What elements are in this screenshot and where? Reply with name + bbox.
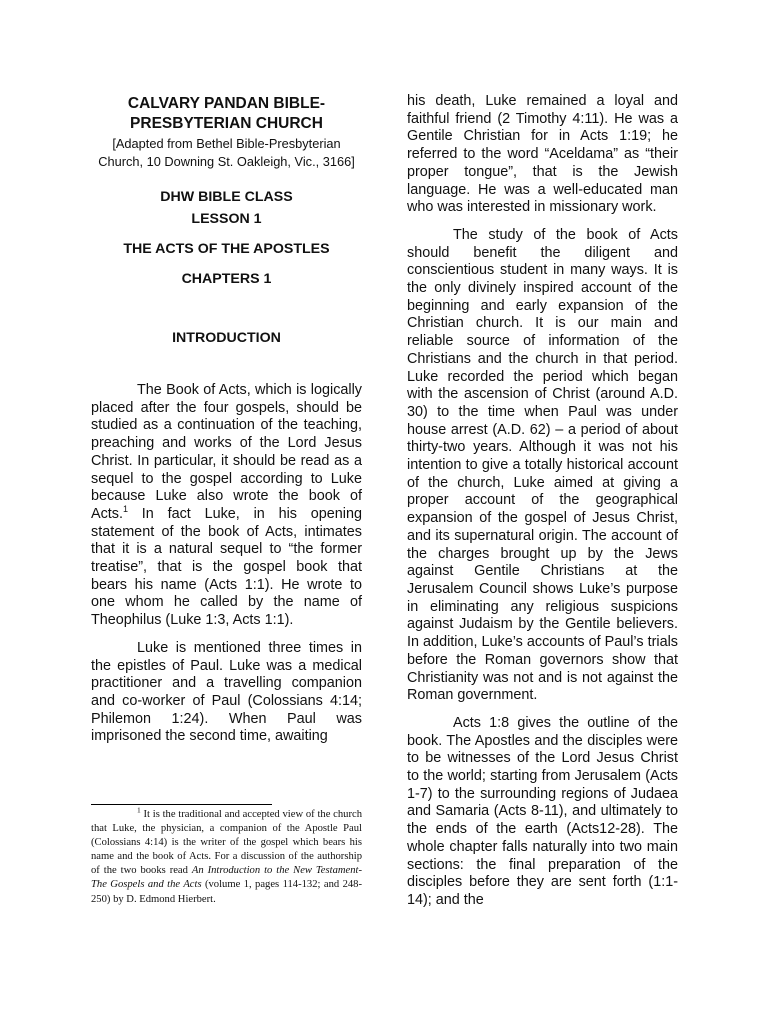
footnote-reference: 1 — [123, 504, 129, 515]
right-paragraph-1: his death, Luke remained a loyal and faithful friend (2 Timothy 4:11). He was a Gentile Christian for in Acts 1:19; he referred to the word “Aceldama” as “their proper tongue”, that is the Jewish language. He was a well-educated man who was interested in missionary work. — [407, 93, 678, 216]
section-heading: INTRODUCTION — [172, 330, 281, 346]
church-name-line2: PRESBYTERIAN CHURCH — [130, 115, 323, 132]
church-name-line1: CALVARY PANDAN BIBLE- — [127, 95, 326, 112]
chapters-label: CHAPTERS 1 — [181, 271, 272, 287]
right-paragraph-2: The study of the book of Acts should benefit the diligent and conscientious student in many ways. It is the only divinely inspired account of the beginning and early expansion of the Christian church. It is our main and reliable source of information of the Christians and the church in that period. Luke recorded the period which began with the ascension of Christ (around A.D. 30) to the time when Paul was under house arrest (A.D. 62) – a period of about thirty-two years. Although it was not his intention to give a totally historical account of the church, Luke aimed at giving a proper account of the geographical expansion of the gospel of Jesus Christ, and its supernatural origin. The account of the charges brought up by the Jews against Gentile Christians at the Jerusalem Council shows Luke’s purpose in eliminating any religious suspicions against Judaism by the Gentile believers. In addition, Luke’s accounts of Paul’s trials before the Roman governors show that Christianity was not and is not against the Roman government. — [407, 226, 678, 704]
footnote-divider — [91, 804, 272, 805]
footnote — [91, 805, 362, 907]
right-paragraph-3: Acts 1:8 gives the outline of the book. The Apostles and the disciples were to be witnesses of the Lord Jesus Christ to the world; starting from Jerusalem (Acts 1-7) to the surrounding regions of Judaea and Samaria (Acts 8-11), and ultimately to the ends of the earth (Acts12-28). The whole chapter falls naturally into two main sections: the final preparation of the disciples before they are sent forth (1:1-14); and the — [407, 714, 678, 908]
right-column — [407, 93, 678, 910]
church-name — [91, 94, 362, 134]
class-name: DHW BIBLE CLASS — [160, 189, 293, 205]
lesson-label: LESSON 1 — [191, 211, 262, 227]
left-column — [91, 94, 362, 746]
footnote-number: 1 — [137, 805, 141, 815]
footnote-book-title: An Introduction to the New Testament-The Gospels and the Acts — [91, 865, 362, 891]
adapted-note — [91, 135, 362, 171]
footnote-text: It is the traditional and accepted view of the church that Luke, the physician, a companion of the Apostle Paul (Colossians 4:14) is the writer of the gospel which bears his name and the book of Acts. For a discussion of the authorship of the two books read — [91, 809, 362, 877]
left-paragraph-1-text: The Book of Acts, which is logically placed after the four gospels, should be studied as a continuation of the teaching, preaching and works of the Lord Jesus Christ. In particular, it should be read as a sequel to the gospel according to Luke because Luke also wrote the book of Acts. — [91, 382, 362, 522]
left-paragraph-1-continued: In fact Luke, in his opening statement of the book of Acts, intimates that it is a natural sequel to “the former treatise”, that is the gospel book that bears his name (Acts 1:1). He wrote to one whom he called by the name of Theophilus (Luke 1:3, Acts 1:1). — [91, 505, 362, 629]
left-paragraph-2: Luke is mentioned three times in the epistles of Paul. Luke was a medical practitioner and a travelling companion and co-worker of Paul (Colossians 4:14; Philemon 1:24). When Paul was imprisoned the second time, awaiting — [91, 639, 362, 745]
left-paragraph-1 — [91, 382, 362, 630]
book-title: THE ACTS OF THE APOSTLES — [123, 241, 330, 257]
adapted-note-line2: Church, 10 Downing St. Oakleigh, Vic., 3166] — [98, 154, 355, 169]
adapted-note-line1: [Adapted from Bethel Bible-Presbyterian — [112, 136, 341, 151]
footnote-text-end: (volume 1, pages 114-132; and 248-250) by D. Edmond Hierbert. — [91, 879, 362, 905]
